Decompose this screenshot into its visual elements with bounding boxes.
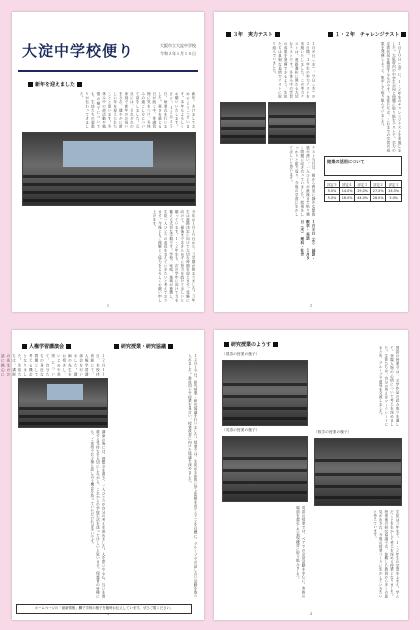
grade3-test-body-2: テスト当日は、朝から教室に静かな緊張感が漂い、一人ひとりが最後まで粘り強く問題に向き合っていました。結果をしっかりと振り返り、今後の学習に生かしてほしいと思います。 [289, 146, 316, 216]
newsletter-page-2 [214, 12, 408, 312]
square-bullet-icon [226, 32, 231, 37]
table-header-cell: 評定１ [386, 181, 402, 188]
lesson-body-right-2: 生徒は３年生で、１・２年生の学習をふまえ、学んだことを生かして考えを深める授業となりました。授業後の研究協議では、参観した教員から多くの意見が出され、今後の授業づくりに生かしていきたいと考えています。 [373, 510, 400, 598]
square-bullet-icon [66, 344, 71, 349]
masthead [18, 34, 198, 74]
english-lesson-photo [222, 436, 308, 502]
exam-photo-1 [220, 102, 266, 144]
section-heading-research-lesson: 研究授業・研究協議 [112, 344, 175, 351]
exam-photo-2 [268, 102, 316, 144]
section-heading-lesson-scenes: 研究授業のようす [222, 342, 280, 349]
challenge-test-body: １月１０日（金）に、１・２年生のチャレンジテストを実施しました。大阪府内の中学生が同じ問題に取り組むテストで、学力の定着状況を確認するものです。生徒たちは、これまでの学習の成果を発揮しようと、集中して取り組んでいました。 [381, 42, 402, 152]
page-number: ２ [309, 303, 313, 308]
results-usage-box [324, 156, 402, 176]
square-bullet-icon [224, 342, 229, 347]
section-heading-challenge-test: １・２年 チャレンジテスト [326, 32, 408, 39]
table-cell: 5.0% [325, 188, 340, 195]
table-cell: 5.0% [386, 195, 402, 202]
masthead-rule [18, 70, 198, 72]
table-cell: 29.0% [355, 188, 371, 195]
page-number: １ [106, 303, 110, 308]
lesson-body-right: 国語の授業では、文学作品の読み取りを通して、登場人物の心情について考えを深めました。生徒たちは、自分の考えをワークシートにまとめ、グループで意見を交流しました。 [379, 346, 400, 426]
japanese-lesson-photo [222, 360, 308, 426]
section-heading-grade3-test: ３年 実力テスト [224, 32, 282, 39]
table-header-cell: 評定２ [370, 181, 386, 188]
square-bullet-icon [273, 342, 278, 347]
table-cell: 18.0% [339, 195, 355, 202]
math-lesson-photo [314, 438, 402, 506]
square-bullet-icon [114, 344, 119, 349]
table-header-cell: 評定５ [325, 181, 340, 188]
square-bullet-icon [401, 32, 406, 37]
table-cell: 5.0% [325, 195, 340, 202]
square-bullet-icon [328, 32, 333, 37]
grade3-test-body: １月８日（水）、９日（木）の２日間、３年生の実力テストを実施いたしました。この実力テストは、進路選択に関わる大切なテストです。冬休み中の学習の成果を発揮できるよう、生徒たちは真剣な表情でテストに取り組んでいました。 [272, 42, 316, 98]
newsletter-page-1 [12, 12, 204, 312]
newsletter-page-3 [1, 330, 204, 620]
table-cell: 28.0% [370, 195, 386, 202]
newsletter-title: 大淀中学校便り [22, 42, 135, 60]
table-row [325, 188, 402, 195]
issue-date: 令和２年１月１０日 [160, 51, 196, 56]
photo-caption-english: （英語の授業の様子） [222, 428, 260, 432]
new-year-body-2: 今年の１月１０日から、３学期が始まりました。３年生は進路決定に向けて大切な時期を迎えます。受験に向けて、最後まであきらめずに努力を続けてほしいと願っています。１・２年生も、次の学年に向けて力を蓄える大切な学期です。学校、家庭、地域が連携し、生徒一人ひとりの成長を支えていきたいと考えております。今後ともご理解とご協力をよろしくお願い申し上げます。 [152, 210, 196, 302]
table-header-cell: 評定４ [339, 181, 355, 188]
page-number: ４ [309, 611, 313, 616]
lecture-photo [18, 378, 108, 428]
human-rights-body: １２月１１日、本校体育館にて、人権学習講演会を行いました。講師の先生をお招きし、いじめや差別について、自分たちの身近な問題として考える機会となりました。生徒たちは、講師の先生のお話に熱心に [1, 354, 106, 376]
square-bullet-icon [77, 82, 82, 87]
square-bullet-icon [275, 32, 280, 37]
photo-caption-japanese: （国語の授業の様子） [222, 352, 260, 356]
lesson-body-left: 英語の授業では、ペアでの会話活動を中心に、実際の場面を想定した表現練習に取り組みました。 [296, 506, 306, 598]
school-name: 大阪市立大淀中学校 [160, 43, 196, 48]
human-rights-body-2: 講演の後には、感想文を書き、一人ひとりが自分の考えを深めました。人を思いやる心、互いを尊重する気持ちを大切にしながら、これからの学校生活を送ってほしいと思います。保護者の皆様にも、ご家庭でお子様と話し合う機会を持っていただければ幸いです。 [90, 430, 106, 598]
square-bullet-icon [168, 344, 173, 349]
ceremony-photo [22, 132, 196, 206]
photo-caption-math: （数学の授業の様子） [314, 430, 352, 434]
table-header-cell: 評定３ [355, 181, 371, 188]
homepage-notice: ホームページの「最新情報」欄で学校の様子を随時お伝えしています。ぜひご覧ください。 [16, 604, 192, 614]
table-cell: 14.0% [339, 188, 355, 195]
results-usage-title: 結果の活用について [327, 159, 365, 164]
section-heading-new-year: 新年を迎えました [26, 82, 84, 89]
square-bullet-icon [22, 344, 27, 349]
table-cell: 27.5% [370, 188, 386, 195]
square-bullet-icon [28, 82, 33, 87]
table-header-row [325, 181, 402, 188]
grade-distribution-table [324, 180, 402, 202]
table-row [325, 195, 402, 202]
new-year-body: 新年、あけましておめでとうございます。本年もよろしくお願いいたします。さて、１２月２５日、始業式を行いました。寒さを感じる日が続く中、体調管理に気をつけ、冬休みの過ごし方について話をしました。元旦には、それぞれの家庭で新年のお祝いをされ、健やかに新しい年を迎えられたことと思います。冬休み中の部活動や勉強の様子についても、生徒たちの頑張りが伝わってきました。 [80, 92, 196, 128]
table-cell: 44.0% [355, 195, 371, 202]
newsletter-page-4 [214, 330, 408, 620]
section-heading-human-rights: 人権学習講演会 [20, 344, 73, 351]
table-cell: 24.5% [386, 188, 402, 195]
research-lesson-body: １２月１９日、研究授業・研究協議を行いました。授業では、生徒が主体的に学ぶ姿勢を育てることを目標に、グループでの話し合い活動を取り入れました。教員同士で授業を見合い、授業改善に向けた協議を深めました。 [188, 354, 198, 598]
test-schedule: １月８日（水） 国語・数学・英語 １月９日（木） 理科・社会 [300, 220, 316, 260]
